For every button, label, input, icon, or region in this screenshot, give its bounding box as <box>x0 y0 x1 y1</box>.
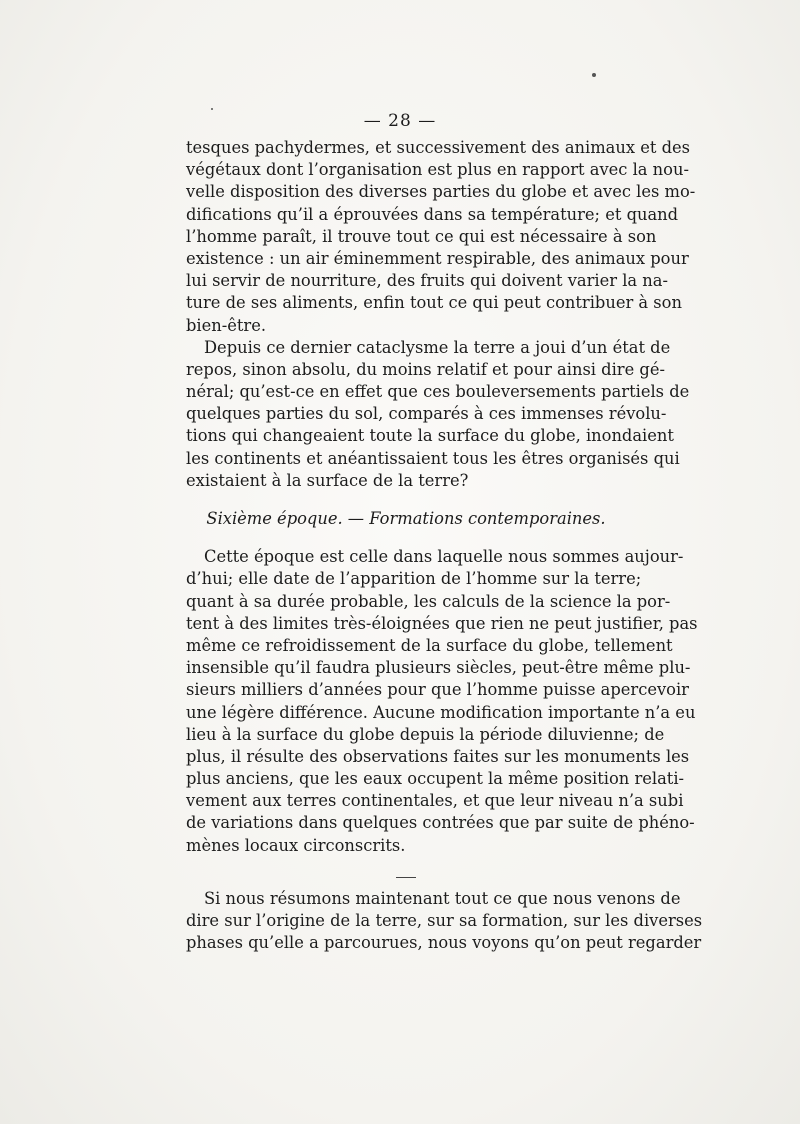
paragraph-group-1 <box>186 137 696 492</box>
text-line: ture de ses aliments, enfin tout ce qui peut contribuer à son <box>186 293 682 313</box>
text-line: tent à des limites très-éloignées que rien ne peut justifier, pas <box>186 613 698 633</box>
section-divider <box>396 877 416 878</box>
paragraph <box>186 546 698 857</box>
text-line: existence : un air éminemment respirable, des animaux pour <box>186 248 689 268</box>
text-line: les continents et anéantissaient tous les êtres organisés qui <box>186 448 680 468</box>
text-line: velle disposition des diverses parties du globe et avec les mo- <box>186 182 696 202</box>
text-line: tesques pachydermes, et successivement des animaux et des <box>186 138 690 157</box>
text-line: Depuis ce dernier cataclysme la terre a joui d’un état de <box>204 337 671 357</box>
paragraph-group-2 <box>186 546 698 857</box>
text-line: même ce refroidissement de la surface du globe, tellement <box>186 635 673 655</box>
text-line: quelques parties du sol, comparés à ces immenses révolu- <box>186 404 667 424</box>
paper-speck <box>592 73 596 77</box>
text-line: bien-être. <box>186 315 267 335</box>
text-line: plus anciens, que les eaux occupent la même position relati- <box>186 769 685 789</box>
text-line: quant à sa durée probable, les calculs de la science la por- <box>186 591 671 611</box>
text-line: l’homme paraît, il trouve tout ce qui est nécessaire à son <box>186 226 657 246</box>
text-line: plus, il résulte des observations faites sur les monuments les <box>186 746 690 766</box>
text-line: de variations dans quelques contrées que par suite de phéno- <box>186 813 695 833</box>
text-line: vement aux terres continentales, et que leur niveau n’a subi <box>186 791 684 811</box>
section-heading: Sixième époque. — Formations contemporaines. <box>206 509 606 528</box>
page-number: — 28 — <box>363 111 437 131</box>
text-line: d’hui; elle date de l’apparition de l’homme sur la terre; <box>186 569 642 589</box>
text-line: Cette époque est celle dans laquelle nous sommes aujour- <box>204 547 684 567</box>
text-line: phases qu’elle a parcourues, nous voyons qu’on peut regarder <box>186 933 702 953</box>
text-line: néral; qu’est-ce en effet que ces bouleversements partiels de <box>186 382 690 402</box>
text-line: lui servir de nourriture, des fruits qui doivent varier la na- <box>186 271 668 291</box>
text-line: Si nous résumons maintenant tout ce que nous venons de <box>204 888 681 908</box>
text-line: végétaux dont l’organisation est plus en rapport avec la nou- <box>186 160 689 180</box>
text-line: mènes locaux circonscrits. <box>186 835 406 855</box>
paper-speck <box>211 108 213 110</box>
text-line: existaient à la surface de la terre? <box>186 470 469 490</box>
text-line: sieurs milliers d’années pour que l’homme puisse apercevoir <box>186 680 689 700</box>
text-line: tions qui changeaient toute la surface du globe, inondaient <box>186 426 674 446</box>
text-line: dire sur l’origine de la terre, sur sa formation, sur les diverses <box>186 911 703 930</box>
text-line: repos, sinon absolu, du moins relatif et pour ainsi dire gé- <box>186 359 665 379</box>
paragraph <box>186 888 703 955</box>
text-line: difications qu’il a éprouvées dans sa température; et quand <box>186 204 679 224</box>
text-line: lieu à la surface du globe depuis la période diluvienne; de <box>186 724 665 744</box>
body-text <box>186 137 703 954</box>
paragraph <box>186 337 690 492</box>
paragraph-group-3 <box>186 888 703 955</box>
text-line: insensible qu’il faudra plusieurs siècles, peut-être même plu- <box>186 658 691 678</box>
text-line: une légère différence. Aucune modification importante n’a eu <box>186 702 696 722</box>
paragraph <box>186 137 696 337</box>
